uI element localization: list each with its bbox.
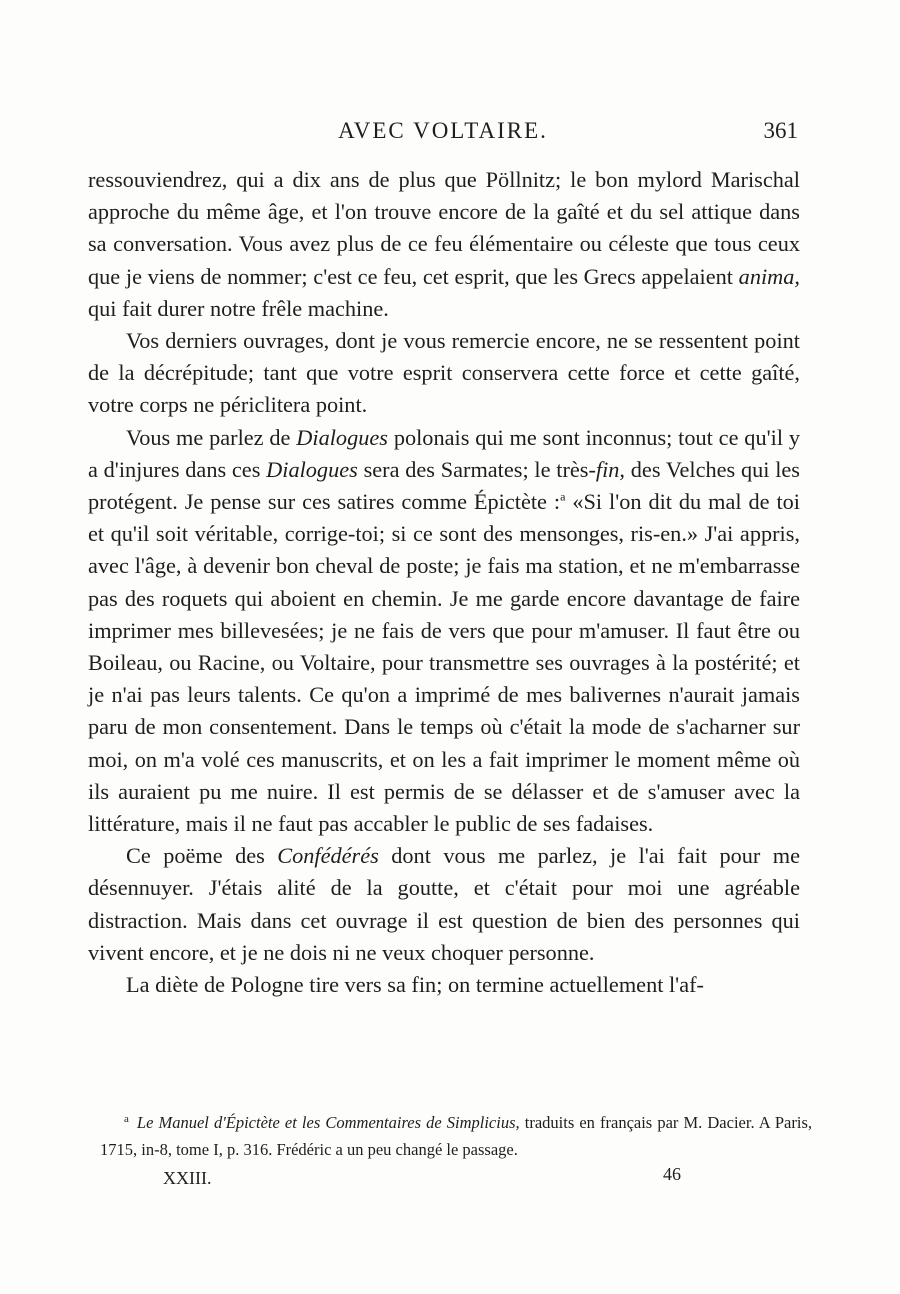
paragraph-3 bbox=[88, 422, 800, 841]
page-number: 361 bbox=[763, 118, 798, 143]
paragraph-1-italic: anima, bbox=[738, 263, 800, 289]
footnote-reference: a bbox=[560, 489, 566, 504]
paragraph-1-text: ressouviendrez, qui a dix ans de plus que Pöllnitz; le bon mylord Marischal approche du même âge, et l'on trouve encore de la gaîté et du sel attique dans sa conversation. Vous avez plus de ce feu élémentaire ou céleste que tous ceux que je viens de nommer; c'est ce feu, cet esprit, que les Grecs appelaient bbox=[88, 167, 800, 289]
footnote-title: Le Manuel d'Épictète et les Commentaires de Simplicius, bbox=[136, 1113, 520, 1132]
paragraph-1 bbox=[88, 164, 800, 325]
paragraph-3-part-d: des Velches qui les protégent. Je pense sur ces satires comme Épictète : bbox=[88, 456, 800, 515]
paragraph-4-part-b: dont vous me parlez, je l'ai fait pour me désennuyer. J'étais alité de la goutte, et c'était pour moi une agréable distraction. Mais dans cet ouvrage il est question de bien des personnes qui vivent encore, et je ne dois ni ne veux choquer personne. bbox=[88, 843, 800, 965]
body-text bbox=[88, 164, 800, 1001]
footnote-text bbox=[100, 1109, 812, 1163]
paragraph-3-italic-2: Dialogues bbox=[266, 456, 358, 482]
running-head bbox=[88, 118, 798, 154]
paragraph-3-italic-1: Dialogues bbox=[296, 424, 388, 450]
paragraph-3-italic-3: fin, bbox=[595, 456, 626, 482]
footnote bbox=[100, 1109, 812, 1163]
paragraph-4-part-a: Ce poëme des bbox=[126, 843, 265, 869]
paragraph-3-part-b: polonais qui me sont inconnus; tout ce qu'il y a d'injures dans ces bbox=[88, 424, 800, 482]
paragraph-3-part-c: sera des Sarmates; le très- bbox=[363, 456, 596, 482]
running-title: AVEC VOLTAIRE. bbox=[338, 118, 548, 143]
paragraph-2: Vos derniers ouvrages, dont je vous remercie encore, ne se ressentent point de la décrépitude; tant que votre esprit conservera cette force et cette gaîté, votre corps ne périclitera point. bbox=[88, 328, 800, 418]
paragraph-3-part-e: «Si l'on dit du mal de toi et qu'il soit véritable, corrige-toi; si ce sont des mensonges, ris-en.» J'ai appris, avec l'âge, à devenir bon cheval de poste; je fais ma station, et ne m'embarrasse pas des roquets qui aboient en chemin. Je me garde encore davantage de faire imprimer mes billevesées; je ne fais de vers que pour m'amuser. Il faut être ou Boileau, ou Racine, ou Voltaire, pour transmettre ses ouvrages à la postérité; et je n'ai pas leurs talents. Ce qu'on a imprimé de mes balivernes n'aurait jamais paru de mon consentement. Dans le temps où c'était la mode de s'acharner sur moi, on m'a volé ces manuscrits, et on les a fait imprimer le moment même où ils auraient pu me nuire. Il est permis de se délasser et de s'amuser avec la littérature, mais il ne faut pas accabler le public de ses fadaises. bbox=[88, 489, 801, 837]
paragraph-4 bbox=[88, 840, 800, 969]
footnote-letter: a bbox=[124, 1112, 129, 1125]
paragraph-3-part-a: Vous me parlez de bbox=[126, 424, 291, 450]
footnote-body: traduits en français par M. Dacier. A Paris, 1715, in-8, tome I, p. 316. Frédéric a un peu changé le passage. bbox=[100, 1113, 812, 1159]
signature-mark: XXIII. bbox=[163, 1168, 212, 1188]
sheet-number: 46 bbox=[663, 1164, 681, 1184]
paragraph-4-italic: Confédérés bbox=[277, 843, 379, 869]
paragraph-5: La diète de Pologne tire vers sa fin; on termine actuellement l'af- bbox=[126, 972, 704, 998]
paragraph-1-end: qui fait durer notre frêle machine. bbox=[88, 295, 389, 321]
